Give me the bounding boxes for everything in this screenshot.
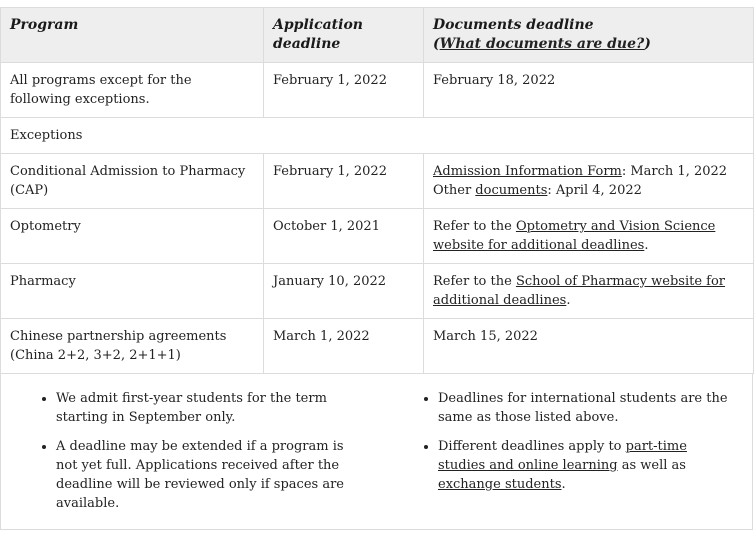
table-row [1,209,754,264]
table-row [1,264,754,319]
notes-panel [0,373,753,530]
app-deadline-cell: January 10, 2022 [264,264,424,319]
list-item: • We admit first-year students for the term starting in September only. [56,389,364,427]
pharmacy-website-link[interactable]: School of Pharmacy website for additional deadlines [433,274,726,308]
section-row [1,118,754,154]
table-header-row [1,8,754,63]
app-deadline-cell: March 1, 2022 [264,319,424,374]
admission-information-form-link[interactable]: Admission Information Form [433,164,622,179]
notes-left-column [39,389,364,523]
program-cell: All programs except for the following exceptions. [1,63,264,118]
header-program: Program [1,8,264,63]
app-deadline-cell: February 1, 2022 [264,154,424,209]
optometry-website-link[interactable]: Optometry and Vision Science website for additional deadlines [433,219,716,253]
docs-deadline-cell: Refer to the School of Pharmacy website for additional deadlines. [424,264,754,319]
program-cell: Chinese partnership agreements (China 2+2, 3+2, 2+1+1) [1,319,264,374]
part-time-studies-link[interactable]: part-time studies and online learning [438,439,687,473]
list-item: • A deadline may be extended if a program is not yet full. Applications received after the deadline will be reviewed only if spaces are available. [56,437,364,513]
exchange-students-link[interactable]: exchange students [438,477,562,492]
table-row [1,63,754,118]
header-documents-deadline: Documents deadline (What documents are due?) [424,8,754,63]
program-cell: Pharmacy [1,264,264,319]
what-documents-link[interactable]: What documents are due? [439,36,645,52]
docs-deadline-cell: Admission Information Form: March 1, 2022 Other documents: April 4, 2022 [424,154,754,209]
program-cell: Optometry [1,209,264,264]
app-deadline-cell: February 1, 2022 [264,63,424,118]
docs-deadline-cell: February 18, 2022 [424,63,754,118]
docs-deadline-cell: Refer to the Optometry and Vision Science website for additional deadlines. [424,209,754,264]
header-application-deadline: Application deadline [264,8,424,63]
app-deadline-cell: October 1, 2021 [264,209,424,264]
table-row [1,154,754,209]
exceptions-heading: Exceptions [1,118,754,154]
docs-deadline-cell: March 15, 2022 [424,319,754,374]
table-row [1,319,754,374]
deadlines-table [0,7,754,374]
list-item: • Deadlines for international students are the same as those listed above. [438,389,731,427]
documents-link[interactable]: documents [475,183,548,198]
list-item: • Different deadlines apply to part-time studies and online learning as well as exchange students. [438,437,731,494]
program-cell: Conditional Admission to Pharmacy (CAP) [1,154,264,209]
notes-right-column [421,389,731,504]
